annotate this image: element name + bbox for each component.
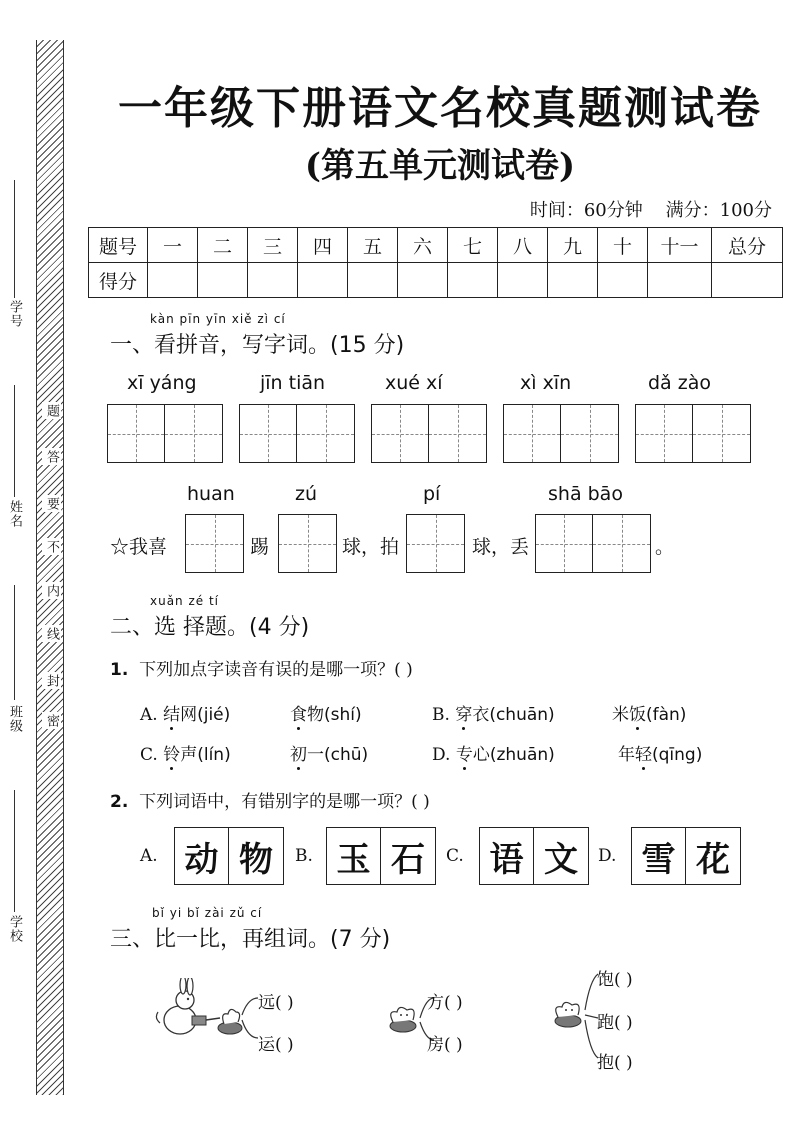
section1-pinyin: kàn pīn yīn xiě zì cí — [150, 312, 286, 326]
option-char: 初 — [290, 745, 307, 765]
writing-grid[interactable] — [371, 404, 487, 463]
school-label: 学校 — [7, 915, 22, 943]
section2-pinyin: xuǎn zé tí — [150, 594, 220, 608]
option-word — [163, 745, 197, 765]
q1-option-c — [140, 740, 231, 765]
writing-grid[interactable] — [635, 404, 751, 463]
column-header: 总分 — [712, 228, 783, 263]
grid-cell[interactable] — [536, 515, 593, 572]
q2-option-label: B. — [295, 846, 313, 866]
word-char: 玉 — [327, 828, 381, 884]
writing-grid[interactable] — [107, 404, 223, 463]
q2-option-b-box — [326, 827, 436, 885]
option-word — [618, 745, 652, 765]
seal-char: 要 — [44, 497, 59, 510]
score-cell[interactable] — [448, 263, 498, 298]
q1-option-a2 — [290, 700, 362, 725]
section3-pinyin: bǐ yi bǐ zài zǔ cí — [152, 906, 263, 920]
class-label: 班级 — [7, 705, 22, 733]
seal-char: 内 — [44, 584, 59, 597]
word-char: 动 — [175, 828, 229, 884]
seal-char: 答 — [44, 450, 59, 463]
student-no-label: 学号 — [7, 300, 22, 328]
name-line — [14, 385, 15, 497]
q1-option-c2 — [290, 740, 368, 765]
option-char: 米 — [612, 705, 629, 725]
option-char: 年 — [618, 745, 635, 765]
pinyin-word: xué xí — [385, 372, 443, 394]
score-table-score-row — [89, 263, 783, 298]
option-char: 结 — [163, 705, 181, 725]
exam-meta — [530, 196, 772, 222]
writing-grid[interactable] — [406, 514, 465, 573]
score-cell[interactable] — [548, 263, 598, 298]
grid-cell[interactable] — [561, 405, 618, 462]
option-word — [290, 745, 324, 765]
grid-cell[interactable] — [240, 405, 297, 462]
word-char: 雪 — [632, 828, 686, 884]
q2-option-label: C. — [446, 846, 464, 866]
grid-cell[interactable] — [279, 515, 336, 572]
question-text: 下列词语中，有错别字的是哪一项？( ) — [139, 792, 430, 812]
binding-margin — [0, 0, 78, 1132]
compare-item[interactable]: 抱( ) — [597, 1053, 633, 1073]
grid-cell[interactable] — [297, 405, 354, 462]
section2-title: 二、选 择题。(4 分) — [110, 615, 310, 640]
word-char: 文 — [544, 839, 578, 880]
sentence-start: ☆我喜 — [110, 536, 168, 558]
binding-hatch — [36, 40, 64, 1095]
option-word — [456, 745, 490, 765]
column-header: 一 — [148, 228, 198, 263]
writing-grid[interactable] — [239, 404, 355, 463]
sentence-text: 球，拍 — [342, 536, 400, 558]
student-no-line — [14, 180, 15, 298]
grid-cell[interactable] — [593, 515, 650, 572]
section1-title: 一、看拼音，写字词。(15 分) — [110, 333, 405, 358]
grid-cell[interactable] — [636, 405, 693, 462]
score-cell[interactable] — [598, 263, 648, 298]
q2-option-label: D. — [598, 846, 617, 866]
seal-char: 不 — [44, 540, 59, 553]
score-cell[interactable] — [348, 263, 398, 298]
column-header: 二 — [198, 228, 248, 263]
q1-option-a — [140, 700, 230, 725]
seal-char: 封 — [44, 674, 59, 687]
pinyin-word: xī yáng — [127, 372, 197, 394]
option-pinyin: (chuān) — [489, 705, 555, 725]
sentence-pinyin: shā bāo — [548, 483, 623, 505]
time-limit: 时间：60分钟 — [529, 200, 643, 221]
score-cell[interactable] — [712, 263, 783, 298]
compare-item[interactable]: 远( ) — [258, 993, 294, 1013]
option-word — [290, 705, 324, 725]
class-line — [14, 585, 15, 700]
option-label: D. — [432, 745, 451, 765]
writing-grid[interactable] — [185, 514, 244, 573]
word-char: 语 — [480, 828, 534, 884]
question-1 — [110, 655, 413, 680]
page-title: 一年级下册语文名校真题测试卷 — [118, 83, 762, 134]
q2-option-a-box — [174, 827, 284, 885]
grid-cell[interactable] — [108, 405, 165, 462]
score-table — [88, 227, 783, 298]
column-header: 三 — [248, 228, 298, 263]
question-text: 下列加点字读音有误的是哪一项？( ) — [139, 660, 413, 680]
column-header: 四 — [298, 228, 348, 263]
option-label: C. — [140, 745, 158, 765]
score-label: 得分 — [89, 263, 148, 298]
pinyin-word: xì xīn — [520, 372, 572, 394]
q2-option-c-box — [479, 827, 589, 885]
grid-cell[interactable] — [372, 405, 429, 462]
option-char: 心 — [472, 745, 490, 765]
score-cell[interactable] — [498, 263, 548, 298]
sentence-text: 踢 — [250, 536, 270, 558]
seal-char: 线 — [44, 627, 59, 640]
q2-option-d-box — [631, 827, 741, 885]
score-cell[interactable] — [298, 263, 348, 298]
option-char: 物 — [307, 705, 324, 725]
option-pinyin: (jié) — [197, 705, 231, 725]
score-cell[interactable] — [148, 263, 198, 298]
q1-option-b — [432, 700, 555, 725]
option-pinyin: (fàn) — [646, 705, 687, 725]
word-char: 石 — [391, 839, 425, 880]
sentence-pinyin: pí — [423, 483, 441, 505]
option-pinyin: (lín) — [197, 745, 231, 765]
question-2 — [110, 787, 430, 812]
grid-cell[interactable] — [693, 405, 750, 462]
column-header: 五 — [348, 228, 398, 263]
q1-option-d2 — [618, 740, 702, 765]
option-label: B. — [432, 705, 450, 725]
sentence-text: 球，丢 — [472, 536, 530, 558]
column-header: 七 — [448, 228, 498, 263]
word-char: 花 — [696, 839, 730, 880]
school-line — [14, 790, 15, 912]
option-char: 穿 — [455, 705, 473, 725]
compare-item[interactable]: 方( ) — [427, 993, 463, 1013]
q1-option-b2 — [612, 700, 686, 725]
pinyin-word: jīn tiān — [260, 372, 326, 394]
option-pinyin: (zhuān) — [489, 745, 555, 765]
option-pinyin: (chū) — [324, 745, 369, 765]
option-char: 一 — [307, 745, 324, 765]
header-label: 题号 — [89, 228, 148, 263]
option-char: 衣 — [472, 705, 490, 725]
compare-item[interactable]: 跑( ) — [597, 1013, 633, 1033]
question-number: 1. — [110, 660, 129, 680]
option-char: 食 — [290, 705, 307, 725]
option-char: 铃 — [163, 745, 181, 765]
score-cell[interactable] — [248, 263, 298, 298]
sentence-end: 。 — [655, 536, 675, 558]
option-word — [163, 705, 197, 725]
option-char: 专 — [455, 745, 473, 765]
option-word — [612, 705, 646, 725]
column-header: 十一 — [648, 228, 712, 263]
option-pinyin: (qīng) — [652, 745, 703, 765]
column-header: 八 — [498, 228, 548, 263]
option-char: 声 — [180, 745, 198, 765]
q2-option-label: A. — [140, 846, 158, 866]
score-cell[interactable] — [398, 263, 448, 298]
word-char: 物 — [239, 839, 273, 880]
name-label: 姓名 — [7, 500, 22, 528]
option-label: A. — [140, 705, 158, 725]
full-score: 满分：100分 — [665, 200, 772, 221]
score-cell[interactable] — [198, 263, 248, 298]
option-pinyin: (shí) — [324, 705, 362, 725]
section3-title: 三、比一比，再组词。(7 分) — [110, 927, 391, 952]
column-header: 九 — [548, 228, 598, 263]
compare-item[interactable]: 房( ) — [427, 1035, 463, 1055]
option-char: 轻 — [635, 745, 652, 765]
grid-cell[interactable] — [407, 515, 464, 572]
compare-item[interactable]: 饱( ) — [597, 970, 633, 990]
column-header: 十 — [598, 228, 648, 263]
grid-cell[interactable] — [186, 515, 243, 572]
writing-grid[interactable] — [503, 404, 619, 463]
seal-char: 题 — [44, 404, 59, 417]
question-number: 2. — [110, 792, 129, 812]
option-char: 网 — [180, 705, 198, 725]
score-cell[interactable] — [648, 263, 712, 298]
grid-cell[interactable] — [504, 405, 561, 462]
pinyin-word: dǎ zào — [648, 372, 711, 394]
sentence-pinyin: zú — [295, 483, 318, 505]
score-table-header-row — [89, 228, 783, 263]
grid-cell[interactable] — [165, 405, 222, 462]
writing-grid[interactable] — [278, 514, 337, 573]
writing-grid[interactable] — [535, 514, 651, 573]
page-subtitle: (第五单元测试卷) — [304, 146, 576, 186]
compare-item[interactable]: 运( ) — [258, 1035, 294, 1055]
column-header: 六 — [398, 228, 448, 263]
option-char: 饭 — [629, 705, 646, 725]
option-word — [455, 705, 489, 725]
seal-char: 密 — [44, 714, 59, 727]
sentence-pinyin: huan — [187, 483, 235, 505]
q1-option-d — [432, 740, 555, 765]
grid-cell[interactable] — [429, 405, 486, 462]
